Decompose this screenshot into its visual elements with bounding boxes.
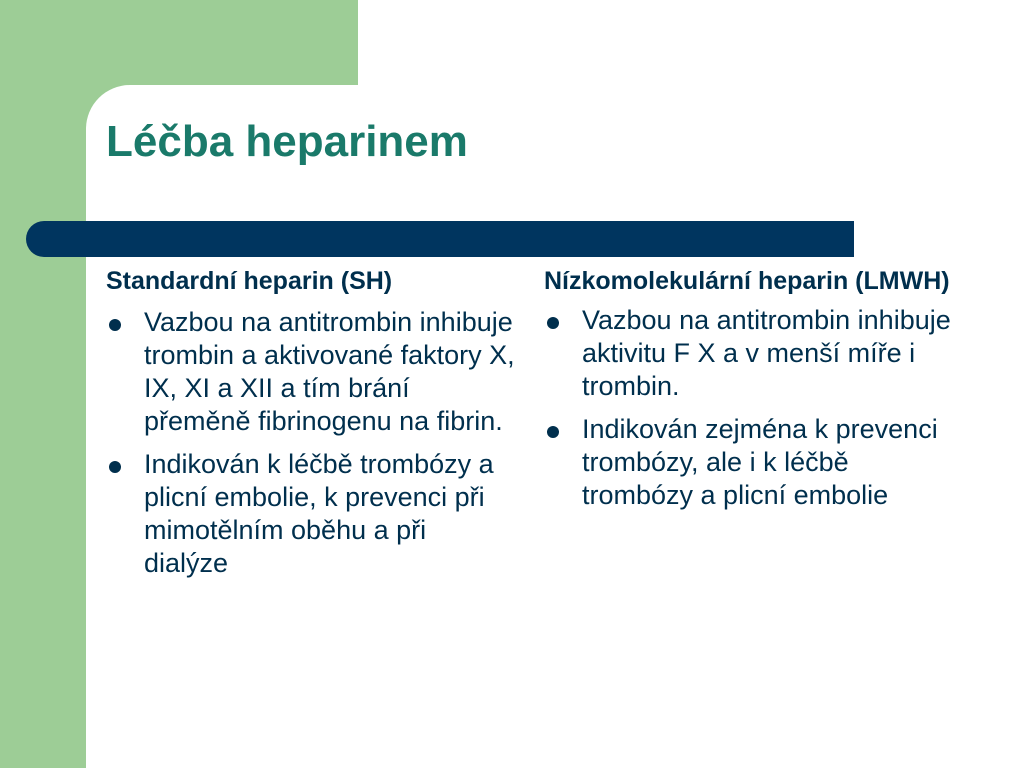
left-bullet-list	[106, 306, 516, 580]
list-item	[544, 304, 964, 403]
list-item	[106, 448, 516, 580]
bullet-text: Indikován zejména k prevenci trombózy, ale i k léčbě trombózy a plicní embolie	[582, 414, 938, 510]
bullet-dot-icon	[547, 317, 559, 329]
bullet-dot-icon	[547, 426, 559, 438]
bullet-text: Vazbou na antitrombin inhibuje trombin a aktivované faktory X, IX, XI a XII a tím brání přeměně fibrinogenu na fibrin.	[144, 307, 515, 436]
bullet-dot-icon	[109, 461, 121, 473]
right-column-heading: Nízkomolekulární heparin (LMWH)	[544, 267, 950, 295]
right-column	[544, 266, 964, 522]
right-bullet-list	[544, 304, 964, 512]
bullet-dot-icon	[109, 319, 121, 331]
left-column	[106, 266, 516, 590]
list-item	[544, 413, 964, 512]
bullet-text: Vazbou na antitrombin inhibuje aktivitu F X a v menší míře i trombin.	[582, 305, 951, 401]
bullet-text: Indikován k léčbě trombózy a plicní embolie, k prevenci při mimotělním oběhu a při dialýze	[144, 449, 494, 578]
list-item	[106, 306, 516, 438]
left-column-heading: Standardní heparin (SH)	[106, 267, 393, 295]
title-divider-bar	[26, 221, 854, 257]
slide-title: Léčba heparinem	[106, 117, 468, 166]
